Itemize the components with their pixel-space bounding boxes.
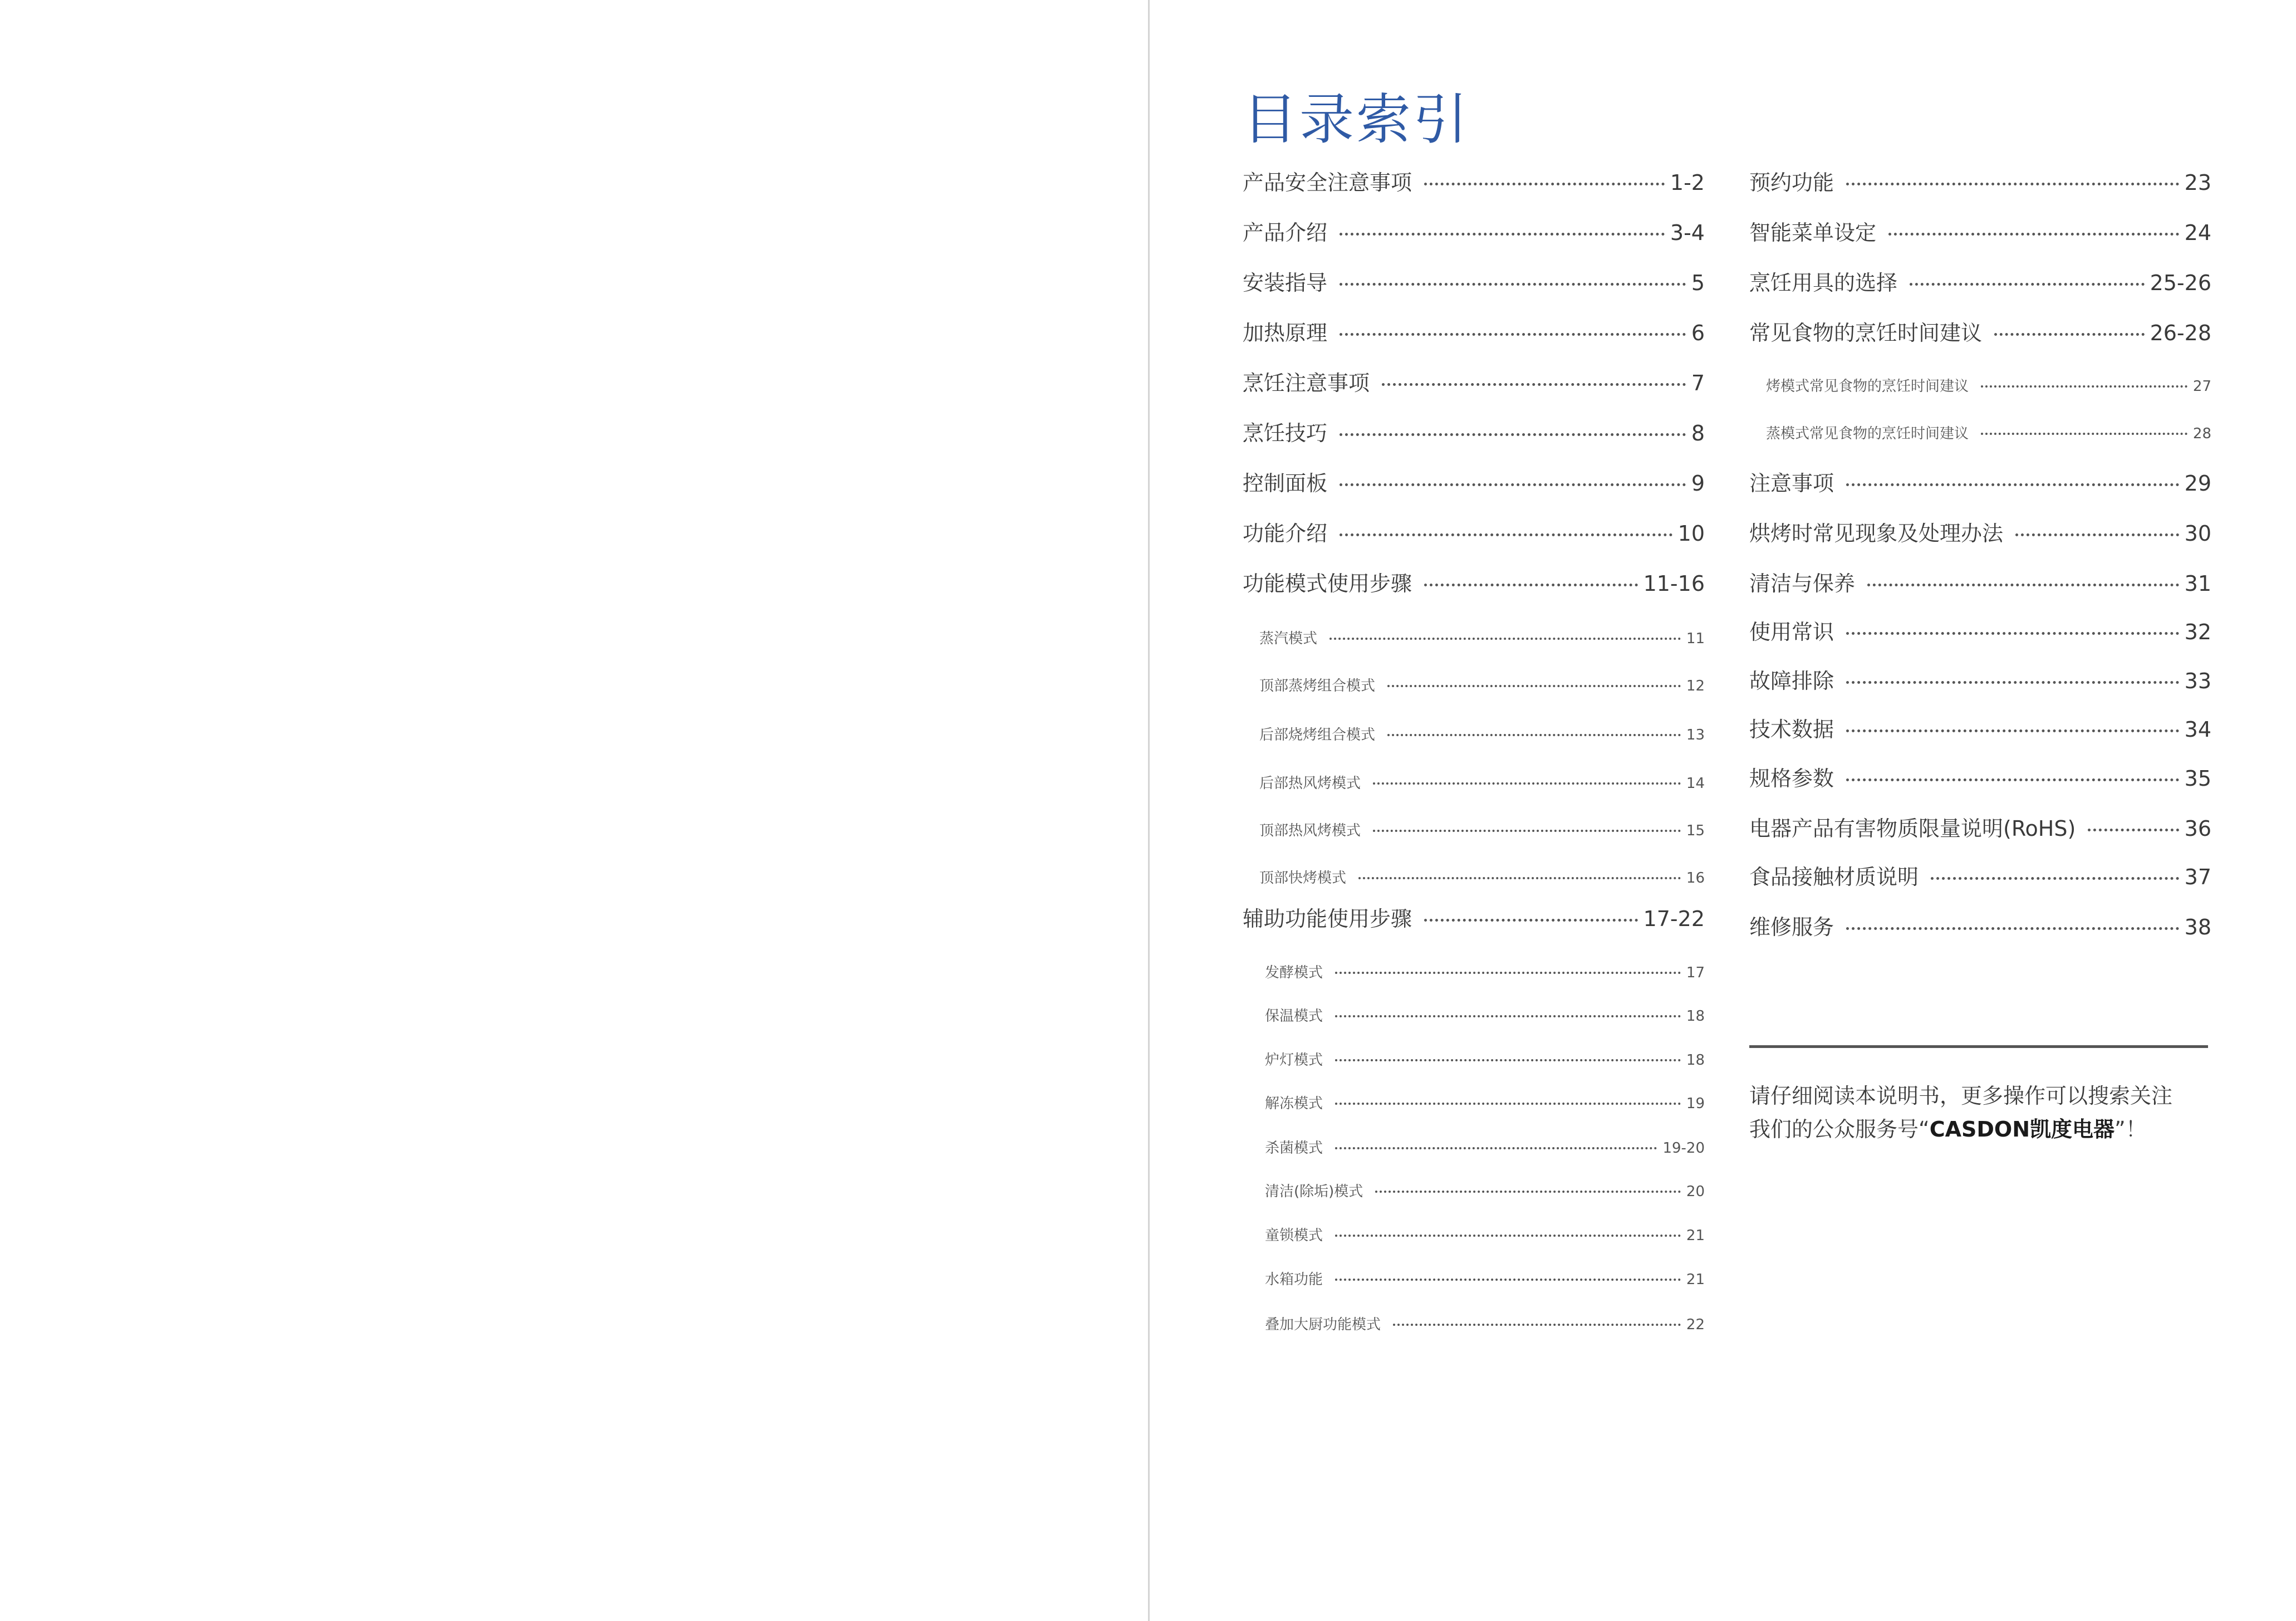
toc-entry bbox=[1243, 166, 1705, 199]
dot-leader bbox=[1340, 233, 1665, 236]
toc-entry bbox=[1243, 467, 1705, 500]
brand-name: CASDON凯度电器 bbox=[1929, 1117, 2115, 1142]
toc-entry-label: 辅助功能使用步骤 bbox=[1243, 907, 1412, 931]
toc-title: 目录索引 bbox=[1243, 88, 1470, 151]
toc-entry-label: 故障排除 bbox=[1749, 669, 1834, 693]
dot-leader bbox=[1846, 729, 2179, 732]
dot-leader bbox=[1340, 283, 1686, 286]
toc-entry-page: 7 bbox=[1691, 371, 1705, 395]
toc-entry-page: 9 bbox=[1691, 471, 1705, 496]
toc-entry-label: 清洁(除垢)模式 bbox=[1265, 1183, 1363, 1200]
dot-leader bbox=[1335, 1059, 1681, 1061]
dot-leader bbox=[1424, 183, 1665, 185]
toc-entry-page: 38 bbox=[2184, 915, 2211, 939]
toc-entry-label: 预约功能 bbox=[1749, 170, 1834, 195]
toc-entry-page: 8 bbox=[1691, 421, 1705, 445]
dot-leader bbox=[1393, 1324, 1681, 1326]
toc-entry bbox=[1243, 266, 1705, 300]
toc-entry-label: 杀菌模式 bbox=[1265, 1140, 1323, 1157]
toc-entry-page: 3-4 bbox=[1670, 221, 1705, 245]
toc-entry-page: 17 bbox=[1686, 964, 1705, 981]
toc-entry-label: 后部热风烤模式 bbox=[1259, 775, 1361, 792]
toc-entry bbox=[1243, 1313, 1705, 1337]
toc-entry bbox=[1243, 1048, 1705, 1072]
toc-entry bbox=[1243, 723, 1705, 747]
toc-entry-page: 30 bbox=[2184, 521, 2211, 546]
toc-entry bbox=[1243, 366, 1705, 400]
dot-leader bbox=[1340, 533, 1672, 536]
dot-leader bbox=[1375, 1191, 1681, 1193]
note-line-2-suffix: ”！ bbox=[2115, 1117, 2147, 1142]
toc-entry-label: 顶部快烤模式 bbox=[1259, 870, 1347, 887]
toc-entry-page: 21 bbox=[1686, 1227, 1705, 1244]
toc-entry-label: 注意事项 bbox=[1749, 471, 1834, 496]
page-spine-divider bbox=[1148, 0, 1150, 1621]
toc-entry-label: 烹饪用具的选择 bbox=[1749, 271, 1898, 295]
toc-entry-label: 规格参数 bbox=[1749, 766, 1834, 791]
toc-entry-label: 烹饪注意事项 bbox=[1243, 371, 1370, 395]
reading-note bbox=[1749, 1079, 2217, 1146]
dot-leader bbox=[1335, 1235, 1681, 1237]
toc-entry bbox=[1243, 316, 1705, 350]
toc-entry-label: 产品安全注意事项 bbox=[1243, 170, 1412, 195]
toc-entry bbox=[1243, 902, 1705, 936]
toc-entry bbox=[1243, 567, 1705, 600]
toc-entry-page: 21 bbox=[1686, 1271, 1705, 1288]
toc-entry-page: 10 bbox=[1677, 521, 1705, 546]
toc-entry-label: 控制面板 bbox=[1243, 471, 1328, 496]
toc-entry-label: 加热原理 bbox=[1243, 321, 1328, 345]
toc-entry bbox=[1749, 910, 2211, 944]
dot-leader bbox=[1358, 877, 1681, 879]
toc-entry-label: 解冻模式 bbox=[1265, 1095, 1323, 1112]
toc-entry bbox=[1243, 1267, 1705, 1292]
toc-entry bbox=[1243, 1223, 1705, 1248]
toc-entry-page: 22 bbox=[1686, 1316, 1705, 1333]
toc-entry-label: 蒸汽模式 bbox=[1259, 630, 1318, 647]
dot-leader bbox=[1867, 584, 2179, 586]
note-line-2-prefix: 我们的公众服务号“ bbox=[1749, 1117, 1930, 1142]
toc-entry-page: 32 bbox=[2184, 620, 2211, 644]
dot-leader bbox=[1335, 1279, 1681, 1281]
toc-entry-label: 功能介绍 bbox=[1243, 521, 1328, 546]
dot-leader bbox=[1846, 927, 2179, 930]
dot-leader bbox=[1846, 183, 2179, 185]
toc-entry bbox=[1749, 762, 2211, 795]
dot-leader bbox=[1340, 433, 1686, 436]
toc-entry bbox=[1243, 517, 1705, 550]
toc-entry-label: 清洁与保养 bbox=[1749, 571, 1856, 596]
toc-entry bbox=[1243, 961, 1705, 985]
toc-entry-label: 技术数据 bbox=[1749, 717, 1834, 742]
toc-entry-page: 31 bbox=[2184, 571, 2211, 596]
toc-entry-label: 烤模式常见食物的烹饪时间建议 bbox=[1766, 378, 1969, 395]
dot-leader bbox=[2088, 829, 2179, 831]
toc-entry bbox=[1243, 674, 1705, 698]
toc-entry-page: 26-28 bbox=[2150, 321, 2211, 345]
toc-entry-label: 常见食物的烹饪时间建议 bbox=[1749, 321, 1983, 345]
dot-leader bbox=[1910, 283, 2145, 286]
toc-entry-page: 15 bbox=[1686, 822, 1705, 839]
toc-entry-label: 烘烤时常见现象及处理办法 bbox=[1749, 521, 2004, 546]
toc-entry bbox=[1243, 1091, 1705, 1116]
toc-entry bbox=[1749, 316, 2211, 350]
dot-leader bbox=[1846, 681, 2179, 684]
dot-leader bbox=[1888, 233, 2179, 236]
dot-leader bbox=[1382, 383, 1686, 386]
toc-left-column bbox=[1243, 0, 1705, 1621]
dot-leader bbox=[1387, 685, 1681, 687]
toc-entry bbox=[1243, 771, 1705, 796]
toc-entry-label: 水箱功能 bbox=[1265, 1271, 1323, 1288]
dot-leader bbox=[1931, 877, 2179, 880]
dot-leader bbox=[1387, 734, 1681, 736]
dot-leader bbox=[1994, 333, 2145, 336]
toc-entry-label: 叠加大厨功能模式 bbox=[1265, 1316, 1381, 1333]
dot-leader bbox=[1335, 972, 1681, 974]
toc-entry-label: 智能菜单设定 bbox=[1749, 221, 1877, 245]
toc-entry bbox=[1243, 417, 1705, 450]
toc-entry-page: 11-16 bbox=[1643, 571, 1705, 596]
toc-entry-page: 27 bbox=[2192, 378, 2211, 395]
toc-entry-label: 后部烧烤组合模式 bbox=[1259, 727, 1376, 743]
toc-entry-label: 蒸模式常见食物的烹饪时间建议 bbox=[1766, 425, 1969, 442]
toc-entry bbox=[1749, 567, 2211, 600]
toc-entry bbox=[1749, 266, 2211, 300]
dot-leader bbox=[1981, 433, 2187, 435]
dot-leader bbox=[1424, 919, 1638, 922]
dot-leader bbox=[1981, 385, 2187, 388]
toc-entry-label: 顶部蒸烤组合模式 bbox=[1259, 678, 1376, 694]
toc-entry-page: 5 bbox=[1691, 271, 1705, 295]
toc-entry bbox=[1243, 819, 1705, 843]
dot-leader bbox=[1846, 483, 2179, 486]
dot-leader bbox=[1340, 483, 1686, 486]
toc-entry-page: 18 bbox=[1686, 1052, 1705, 1069]
toc-entry-page: 28 bbox=[2192, 425, 2211, 442]
toc-right-column bbox=[1749, 0, 2211, 1621]
toc-entry-label: 炉灯模式 bbox=[1265, 1052, 1323, 1069]
toc-entry-label: 电器产品有害物质限量说明(RoHS) bbox=[1749, 816, 2076, 841]
toc-entry-label: 安装指导 bbox=[1243, 271, 1328, 295]
toc-entry-label: 烹饪技巧 bbox=[1243, 421, 1328, 445]
toc-entry-label: 维修服务 bbox=[1749, 915, 1834, 939]
dot-leader bbox=[1335, 1147, 1657, 1149]
toc-entry-page: 18 bbox=[1686, 1008, 1705, 1025]
toc-entry bbox=[1243, 1179, 1705, 1204]
toc-entry-page: 12 bbox=[1686, 678, 1705, 694]
dot-leader bbox=[1373, 782, 1681, 785]
dot-leader bbox=[1335, 1103, 1681, 1105]
toc-entry-page: 37 bbox=[2184, 865, 2211, 889]
toc-entry-label: 顶部热风烤模式 bbox=[1259, 822, 1361, 839]
dot-leader bbox=[2015, 533, 2179, 536]
toc-entry-page: 11 bbox=[1686, 630, 1705, 647]
toc-entry bbox=[1749, 812, 2211, 845]
dot-leader bbox=[1335, 1015, 1681, 1017]
toc-entry bbox=[1749, 467, 2211, 500]
toc-entry-label: 产品介绍 bbox=[1243, 221, 1328, 245]
toc-entry-page: 14 bbox=[1686, 775, 1705, 792]
toc-entry-page: 25-26 bbox=[2150, 271, 2211, 295]
toc-entry-page: 19 bbox=[1686, 1095, 1705, 1112]
toc-entry-page: 24 bbox=[2184, 221, 2211, 245]
toc-entry-label: 使用常识 bbox=[1749, 620, 1834, 644]
toc-entry-label: 食品接触材质说明 bbox=[1749, 865, 1919, 889]
dot-leader bbox=[1373, 830, 1681, 832]
toc-entry-page: 36 bbox=[2184, 816, 2211, 841]
toc-entry-label: 保温模式 bbox=[1265, 1008, 1323, 1025]
toc-entry-page: 33 bbox=[2184, 669, 2211, 693]
toc-entry-page: 35 bbox=[2184, 766, 2211, 791]
toc-entry-page: 13 bbox=[1686, 727, 1705, 743]
toc-entry bbox=[1243, 626, 1705, 651]
toc-entry-page: 23 bbox=[2184, 170, 2211, 195]
toc-entry bbox=[1243, 866, 1705, 890]
dot-leader bbox=[1340, 333, 1686, 336]
toc-entry-page: 17-22 bbox=[1643, 907, 1705, 931]
toc-entry-label: 童锁模式 bbox=[1265, 1227, 1323, 1244]
toc-entry-page: 20 bbox=[1686, 1183, 1705, 1200]
toc-entry bbox=[1243, 1136, 1705, 1160]
toc-entry bbox=[1243, 1004, 1705, 1029]
toc-entry-label: 发酵模式 bbox=[1265, 964, 1323, 981]
toc-entry-page: 6 bbox=[1691, 321, 1705, 345]
note-line-1: 请仔细阅读本说明书，更多操作可以搜索关注 bbox=[1749, 1084, 2173, 1108]
toc-entry bbox=[1749, 422, 2211, 446]
dot-leader bbox=[1424, 584, 1638, 586]
note-divider-line bbox=[1749, 1045, 2208, 1048]
toc-entry-label: 功能模式使用步骤 bbox=[1243, 571, 1412, 596]
toc-entry bbox=[1243, 216, 1705, 249]
toc-entry-page: 29 bbox=[2184, 471, 2211, 496]
toc-entry-page: 34 bbox=[2184, 717, 2211, 742]
toc-entry bbox=[1749, 860, 2211, 894]
toc-entry bbox=[1749, 517, 2211, 550]
toc-entry bbox=[1749, 166, 2211, 199]
toc-entry-page: 1-2 bbox=[1670, 170, 1705, 195]
toc-entry bbox=[1749, 713, 2211, 746]
dot-leader bbox=[1329, 638, 1681, 640]
toc-entry-page: 16 bbox=[1686, 870, 1705, 887]
dot-leader bbox=[1846, 632, 2179, 635]
dot-leader bbox=[1846, 778, 2179, 781]
toc-entry bbox=[1749, 216, 2211, 249]
toc-entry bbox=[1749, 615, 2211, 649]
note-line-2 bbox=[1749, 1113, 2217, 1146]
toc-entry bbox=[1749, 374, 2211, 399]
toc-entry bbox=[1749, 664, 2211, 698]
toc-entry-page: 19-20 bbox=[1662, 1140, 1705, 1157]
